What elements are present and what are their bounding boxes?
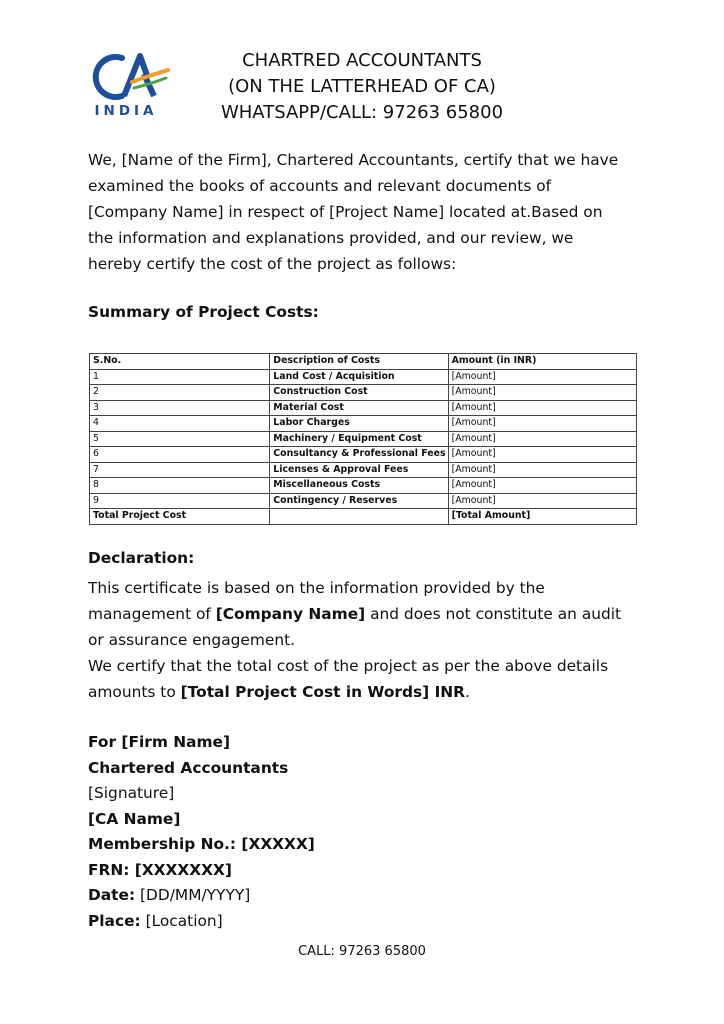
- header-sno: S.No.: [90, 354, 270, 370]
- cell-amount: [Amount]: [448, 400, 636, 416]
- cell-amount: [Amount]: [448, 462, 636, 478]
- cell-amount: [Amount]: [448, 478, 636, 494]
- ca-logo-icon: [82, 48, 178, 108]
- total-cost-words-placeholder: [Total Project Cost in Words] INR: [180, 683, 466, 701]
- cell-amount: [Amount]: [448, 369, 636, 385]
- declaration-line: [88, 679, 648, 705]
- cell-description: Licenses & Approval Fees: [270, 462, 448, 478]
- ca-india-logo: [82, 48, 178, 122]
- table-row: [90, 416, 637, 432]
- date-line: [88, 883, 315, 909]
- logo-india-text: INDIA: [94, 103, 158, 119]
- declaration-line: [88, 601, 648, 627]
- letterhead-title: CHARTRED ACCOUNTANTS: [242, 50, 482, 71]
- intro-line: We, [Name of the Firm], Chartered Accountants, certify that we have: [88, 151, 619, 169]
- cell-description: Consultancy & Professional Fees: [270, 447, 448, 463]
- total-amount: [Total Amount]: [448, 509, 636, 525]
- table-row: [90, 447, 637, 463]
- cell-description: Miscellaneous Costs: [270, 478, 448, 494]
- intro-line: hereby certify the cost of the project as follows:: [88, 255, 457, 273]
- firm-type: Chartered Accountants: [88, 758, 289, 777]
- date-value: [DD/MM/YYYY]: [135, 886, 251, 904]
- table-row: [90, 431, 637, 447]
- cell-sno: 4: [90, 416, 270, 432]
- signature-block: [88, 730, 315, 934]
- frn-number: FRN: [XXXXXXX]: [88, 860, 232, 879]
- table-row: [90, 400, 637, 416]
- table-row: [90, 369, 637, 385]
- letterhead-contact: WHATSAPP/CALL: 97263 65800: [220, 102, 504, 123]
- company-name-placeholder: [Company Name]: [215, 605, 366, 623]
- cell-description: Contingency / Reserves: [270, 493, 448, 509]
- cell-sno: 1: [90, 369, 270, 385]
- declaration-title: Declaration:: [88, 549, 195, 567]
- summary-title: Summary of Project Costs:: [88, 303, 319, 321]
- declaration-line: or assurance engagement.: [88, 631, 295, 649]
- ca-name: [CA Name]: [88, 809, 181, 828]
- table-row: [90, 462, 637, 478]
- cell-amount: [Amount]: [448, 447, 636, 463]
- cell-sno: 5: [90, 431, 270, 447]
- intro-line: examined the books of accounts and relevant documents of: [88, 177, 552, 195]
- cell-description: Land Cost / Acquisition: [270, 369, 448, 385]
- declaration-line: This certificate is based on the information provided by the: [88, 579, 545, 597]
- table-header-row: [90, 354, 637, 370]
- declaration-text: amounts to: [88, 683, 181, 701]
- header-amount: Amount (in INR): [448, 354, 636, 370]
- total-description: [270, 509, 448, 525]
- letterhead-subtitle: (ON THE LATTERHEAD OF CA): [228, 76, 496, 97]
- declaration-line: We certify that the total cost of the project as per the above details: [88, 657, 609, 675]
- cell-description: Material Cost: [270, 400, 448, 416]
- intro-paragraph: [88, 147, 648, 277]
- cell-amount: [Amount]: [448, 385, 636, 401]
- declaration-text: and does not constitute an audit: [365, 605, 622, 623]
- cell-sno: 6: [90, 447, 270, 463]
- footer-contact: CALL: 97263 65800: [298, 944, 426, 959]
- declaration-text: management of: [88, 605, 216, 623]
- cost-table: [89, 353, 637, 525]
- header-description: Description of Costs: [270, 354, 448, 370]
- place-value: [Location]: [140, 911, 223, 930]
- cell-amount: [Amount]: [448, 431, 636, 447]
- cell-sno: 7: [90, 462, 270, 478]
- declaration-text: .: [465, 683, 470, 701]
- cell-description: Labor Charges: [270, 416, 448, 432]
- letterhead: [190, 48, 534, 126]
- signature-placeholder: [Signature]: [88, 784, 175, 802]
- cell-description: Machinery / Equipment Cost: [270, 431, 448, 447]
- cell-amount: [Amount]: [448, 493, 636, 509]
- intro-line: [Company Name] in respect of [Project Name] located at.Based on: [88, 203, 603, 221]
- for-firm-name: For [Firm Name]: [88, 733, 230, 751]
- total-label: Total Project Cost: [90, 509, 270, 525]
- cell-sno: 2: [90, 385, 270, 401]
- intro-line: the information and explanations provided, and our review, we: [88, 229, 574, 247]
- cell-description: Construction Cost: [270, 385, 448, 401]
- table-row: [90, 493, 637, 509]
- date-label: Date:: [88, 886, 136, 904]
- cell-sno: 9: [90, 493, 270, 509]
- table-row: [90, 385, 637, 401]
- place-line: [88, 909, 315, 935]
- declaration-paragraph: [88, 575, 648, 705]
- table-row: [90, 478, 637, 494]
- membership-number: Membership No.: [XXXXX]: [88, 835, 315, 853]
- table-total-row: [90, 509, 637, 525]
- place-label: Place:: [88, 911, 141, 930]
- cell-sno: 8: [90, 478, 270, 494]
- cell-sno: 3: [90, 400, 270, 416]
- cell-amount: [Amount]: [448, 416, 636, 432]
